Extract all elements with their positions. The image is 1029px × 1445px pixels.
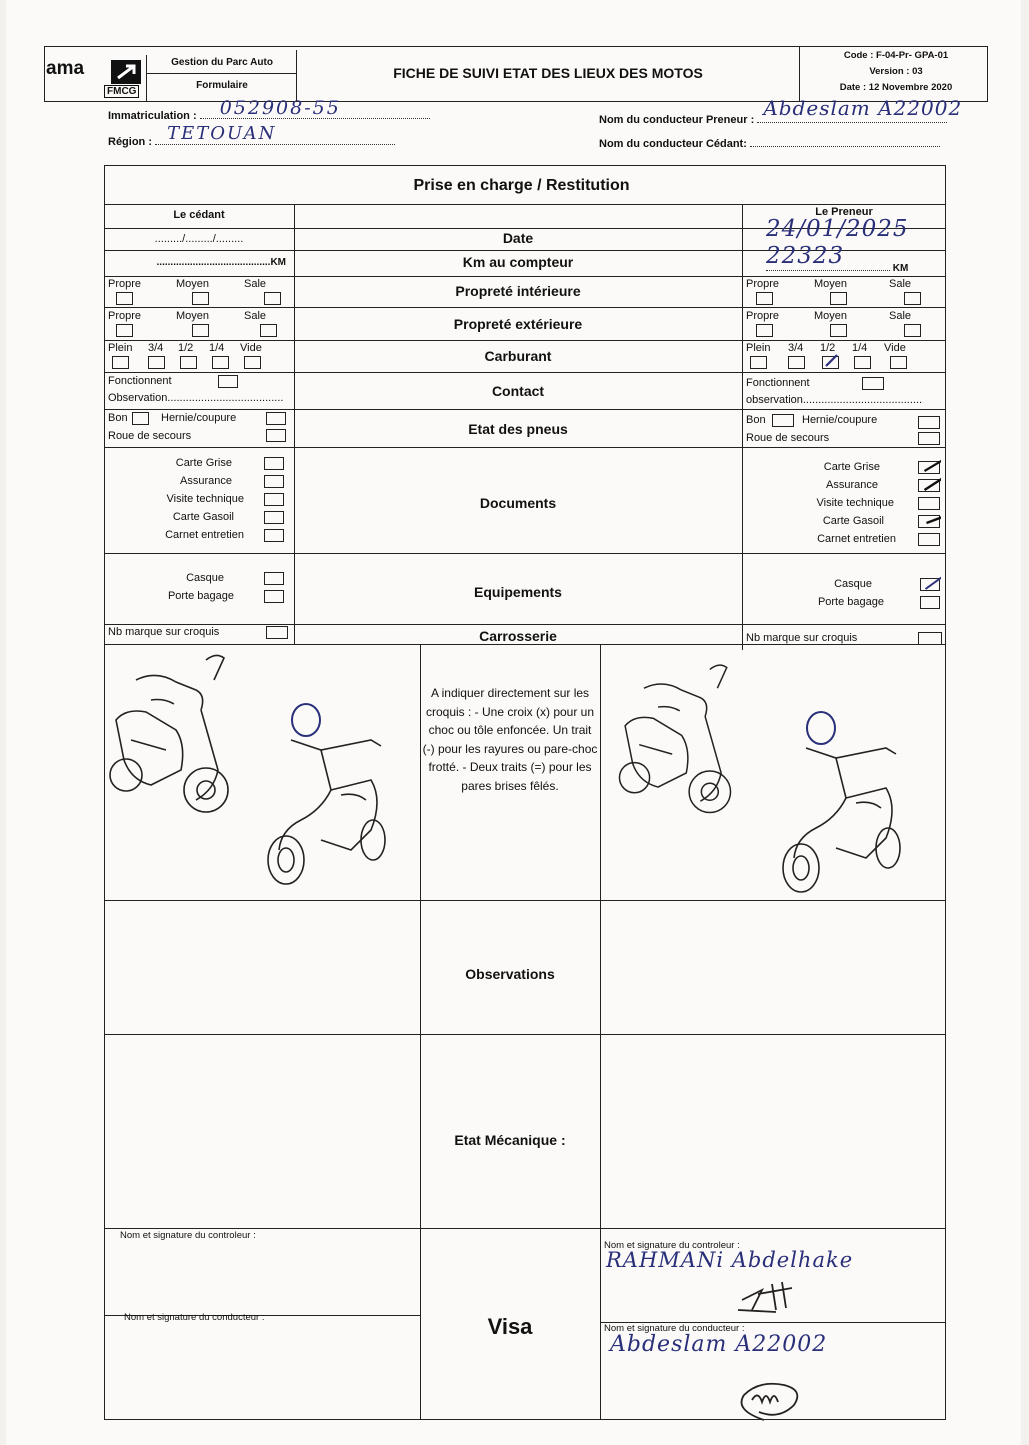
- equip-left: [106, 570, 292, 614]
- hernie-right: Hernie/coupure: [802, 414, 878, 426]
- form-title: FICHE DE SUIVI ETAT DES LIEUX DES MOTOS: [393, 65, 703, 81]
- carrosserie-label: Carrosserie: [479, 628, 557, 644]
- fuel-34-right-checkbox[interactable]: [788, 356, 805, 369]
- opt-3-4: 3/4: [148, 342, 164, 354]
- opt-moyen: Moyen: [814, 310, 848, 322]
- logo-sub: FMCG: [104, 85, 139, 98]
- km-right[interactable]: 22323: [766, 243, 845, 269]
- ext-propre-right-checkbox[interactable]: [756, 324, 773, 337]
- preneur-row: [599, 96, 963, 126]
- conducteur-name[interactable]: Abdeslam A22002: [610, 1332, 828, 1357]
- scooter-front-sketch-right: [776, 708, 906, 898]
- opt-1-4: 1/4: [209, 342, 225, 354]
- opt-propre: Propre: [746, 278, 780, 290]
- observation-left[interactable]: Observation......................................: [108, 392, 284, 404]
- scooter-side-sketch-right: [611, 660, 771, 820]
- documents-right: [744, 459, 944, 553]
- fonctionnement-right: Fonctionnent: [746, 377, 810, 389]
- equip-label: Porte bagage: [167, 590, 234, 603]
- doc-label: Carte Gasoil: [172, 511, 234, 524]
- nb-marque-right: [746, 632, 944, 644]
- opt-3-4: 3/4: [788, 342, 804, 354]
- immat-value[interactable]: 052908-55: [219, 97, 341, 119]
- check-mark-icon: [825, 354, 838, 368]
- check-mark-icon: [921, 513, 941, 527]
- fonctionnement-right-checkbox[interactable]: [862, 377, 884, 390]
- doc-label: Carte Grise: [175, 457, 232, 470]
- observations-label: Observations: [465, 966, 555, 982]
- equip-item: [818, 596, 940, 609]
- roue-left: Roue de secours: [108, 430, 192, 442]
- sig-conducteur-left[interactable]: Nom et signature du conducteur :: [124, 1312, 265, 1323]
- int-label: Propreté intérieure: [455, 283, 581, 299]
- mecanique-label: Etat Mécanique :: [454, 1132, 566, 1148]
- contact-right: [744, 374, 944, 408]
- doc-item: [176, 457, 284, 470]
- int-propre-right-checkbox[interactable]: [756, 292, 773, 305]
- fuel-options-right: [744, 342, 944, 370]
- right-head: Le Preneur: [815, 206, 873, 218]
- bon-left: Bon: [108, 412, 128, 424]
- opt-1-2: 1/2: [820, 342, 836, 354]
- fonctionnement-left: Fonctionnent: [108, 375, 172, 387]
- date-right[interactable]: 24/01/2025: [766, 216, 909, 242]
- equip-label: Casque: [186, 572, 224, 585]
- form-sheet: [6, 0, 1021, 1445]
- fuel-label: Carburant: [484, 348, 552, 364]
- pneus-label: Etat des pneus: [468, 421, 568, 437]
- ext-moyen-right-checkbox[interactable]: [830, 324, 847, 337]
- nb-marque-left-checkbox[interactable]: [266, 626, 288, 639]
- doc-item: [180, 475, 284, 488]
- bon-right: Bon: [746, 414, 766, 426]
- region-value[interactable]: TETOUAN: [167, 123, 277, 144]
- observations-right-field[interactable]: [602, 902, 944, 1032]
- header-dept: Gestion du Parc Auto: [171, 57, 273, 68]
- doc-item: [826, 479, 940, 492]
- preneur-label: Nom du conducteur Preneur :: [599, 114, 755, 126]
- doc-item: [817, 497, 940, 510]
- doc-left-checkbox[interactable]: [264, 511, 284, 524]
- header-code: Code : F-04-Pr- GPA-01: [843, 50, 949, 61]
- doc-left-checkbox[interactable]: [264, 475, 284, 488]
- check-mark-icon: [921, 459, 941, 473]
- company-logo: [46, 58, 146, 100]
- equip-item: [168, 590, 284, 603]
- opt-propre: Propre: [108, 310, 142, 322]
- ext-propre-left-checkbox[interactable]: [116, 324, 133, 337]
- opt-1-2: 1/2: [178, 342, 194, 354]
- nb-marque-right-checkbox[interactable]: [918, 632, 942, 645]
- opt-sale: Sale: [889, 310, 912, 322]
- equip-item: [834, 578, 940, 591]
- pneus-left: [106, 411, 292, 445]
- doc-right-checkbox[interactable]: [918, 461, 940, 474]
- ext-sale-right-checkbox[interactable]: [904, 324, 921, 337]
- doc-label: Carte Grise: [823, 461, 880, 474]
- doc-label: Visite technique: [816, 497, 894, 510]
- int-sale-right-checkbox[interactable]: [904, 292, 921, 305]
- check-mark-icon: [921, 477, 941, 491]
- doc-right-checkbox[interactable]: [918, 479, 940, 492]
- mecanique-right-field[interactable]: [602, 1036, 944, 1226]
- ext-options-right: [744, 310, 944, 338]
- opt-sale: Sale: [244, 278, 267, 290]
- header-version: Version : 03: [869, 66, 923, 77]
- int-options-left: [106, 278, 292, 306]
- opt-sale: Sale: [244, 310, 267, 322]
- fuel-12-right-checkbox[interactable]: [822, 356, 839, 369]
- visa-label: Visa: [487, 1314, 533, 1339]
- equip-label: Casque: [834, 578, 872, 591]
- scooter-side-sketch-left: [106, 650, 266, 820]
- fuel-14-left-checkbox[interactable]: [212, 356, 229, 369]
- opt-moyen: Moyen: [176, 310, 210, 322]
- logo-text: ama: [46, 58, 85, 79]
- km-label: Km au compteur: [462, 254, 574, 270]
- equip-label: Porte bagage: [817, 596, 884, 609]
- doc-item: [173, 511, 284, 524]
- opt-vide: Vide: [884, 342, 906, 354]
- opt-sale: Sale: [889, 278, 912, 290]
- doc-label: Visite technique: [166, 493, 244, 506]
- opt-1-4: 1/4: [852, 342, 868, 354]
- fuel-34-left-checkbox[interactable]: [148, 356, 165, 369]
- table-title: Prise en charge / Restitution: [413, 177, 630, 194]
- doc-label: Assurance: [180, 475, 232, 488]
- int-propre-left-checkbox[interactable]: [116, 292, 133, 305]
- equip-right: [744, 576, 944, 620]
- mecanique-left-field[interactable]: [106, 1036, 418, 1226]
- int-options-right: [744, 278, 944, 306]
- header-date: Date : 12 Novembre 2020: [839, 82, 953, 93]
- observations-left-field[interactable]: [106, 902, 418, 1032]
- doc-label: Carnet entretien: [817, 533, 896, 546]
- equip-right-checkbox[interactable]: [920, 596, 940, 609]
- roue-right: Roue de secours: [746, 432, 830, 444]
- bon-left-checkbox[interactable]: [132, 412, 149, 425]
- opt-vide: Vide: [240, 342, 262, 354]
- equip-item: [186, 572, 284, 585]
- km-right-row: [766, 243, 909, 274]
- fuel-12-left-checkbox[interactable]: [180, 356, 197, 369]
- documents-label: Documents: [479, 495, 557, 511]
- croquis-instructions: A indiquer directement sur les croquis : - Une croix (x) pour un choc ou tôle enfoncée. Un trait (-) pour les rayures ou pare-choc frotté. - Deux traits (=) pour les pares brises fêlés.: [422, 686, 598, 793]
- fuel-14-right-checkbox[interactable]: [854, 356, 871, 369]
- doc-right-checkbox[interactable]: [918, 533, 940, 546]
- hernie-right-checkbox[interactable]: [918, 416, 940, 429]
- contact-left: [106, 374, 292, 408]
- doc-item: [824, 461, 940, 474]
- int-moyen-left-checkbox[interactable]: [192, 292, 209, 305]
- check-mark-icon: [923, 576, 941, 590]
- preneur-value[interactable]: Abdeslam A22002: [763, 96, 963, 120]
- date-left[interactable]: ........./........./.........: [154, 233, 244, 245]
- doc-label: Carte Gasoil: [822, 515, 884, 528]
- doc-item: [823, 515, 940, 528]
- roue-left-checkbox[interactable]: [266, 429, 286, 442]
- doc-item: [167, 493, 284, 506]
- left-head: Le cédant: [173, 209, 225, 221]
- nb-marque-left: [108, 626, 292, 638]
- fuel-plein-left-checkbox[interactable]: [112, 356, 129, 369]
- km-unit: KM: [892, 263, 909, 274]
- ext-moyen-left-checkbox[interactable]: [192, 324, 209, 337]
- doc-left-checkbox[interactable]: [264, 493, 284, 506]
- contact-label: Contact: [491, 383, 545, 399]
- nb-marque-label: Nb marque sur croquis: [108, 626, 220, 638]
- controleur-name[interactable]: RAHMANi Abdelhake: [606, 1248, 854, 1272]
- opt-propre: Propre: [746, 310, 780, 322]
- doc-left-checkbox[interactable]: [264, 529, 284, 542]
- fonctionnement-left-checkbox[interactable]: [218, 375, 238, 388]
- region-row: [108, 123, 395, 148]
- fuel-vide-right-checkbox[interactable]: [890, 356, 907, 369]
- int-moyen-right-checkbox[interactable]: [830, 292, 847, 305]
- opt-propre: Propre: [108, 278, 142, 290]
- ext-label: Propreté extérieure: [453, 316, 583, 332]
- hernie-left-checkbox[interactable]: [266, 412, 286, 425]
- equip-label: Equipements: [474, 584, 562, 600]
- sig-conducteur-right[interactable]: Nom et signature du conducteur :: [604, 1323, 745, 1334]
- doc-right-checkbox[interactable]: [918, 515, 940, 528]
- header-form-type: Formulaire: [196, 80, 248, 91]
- scooter-front-sketch-left: [261, 700, 391, 890]
- fuel-plein-right-checkbox[interactable]: [750, 356, 767, 369]
- opt-moyen: Moyen: [814, 278, 848, 290]
- cedant-label: Nom du conducteur Cédant:: [599, 138, 747, 150]
- date-label: Date: [502, 230, 534, 246]
- ext-options-left: [106, 310, 292, 338]
- doc-label: Assurance: [826, 479, 878, 492]
- ext-sale-left-checkbox[interactable]: [260, 324, 277, 337]
- opt-plein: Plein: [108, 342, 133, 354]
- doc-item: [165, 529, 284, 542]
- equip-left-checkbox[interactable]: [264, 572, 284, 585]
- documents-left: [106, 455, 292, 549]
- cedant-row: [599, 134, 940, 150]
- observation-right[interactable]: observation.......................................: [746, 394, 923, 406]
- opt-moyen: Moyen: [176, 278, 210, 290]
- doc-right-checkbox[interactable]: [918, 497, 940, 510]
- conducteur-signature: [724, 1360, 814, 1430]
- fuel-options-left: [106, 342, 292, 370]
- hernie-left: Hernie/coupure: [161, 412, 237, 424]
- sig-controleur-right[interactable]: Nom et signature du controleur :: [604, 1240, 740, 1251]
- immat-label: Immatriculation :: [108, 110, 197, 122]
- opt-plein: Plein: [746, 342, 771, 354]
- fuel-vide-left-checkbox[interactable]: [244, 356, 261, 369]
- doc-item: [817, 533, 940, 546]
- sig-controleur-left[interactable]: Nom et signature du controleur :: [120, 1230, 256, 1241]
- region-label: Région :: [108, 136, 152, 148]
- bon-right-checkbox[interactable]: [772, 414, 794, 427]
- nb-marque-label: Nb marque sur croquis: [746, 632, 858, 644]
- doc-left-checkbox[interactable]: [264, 457, 284, 470]
- immat-row: [108, 97, 430, 122]
- doc-label: Carnet entretien: [165, 529, 244, 542]
- roue-right-checkbox[interactable]: [918, 432, 940, 445]
- km-left[interactable]: .........................................KM: [156, 257, 286, 268]
- equip-right-checkbox[interactable]: [920, 578, 940, 591]
- int-sale-left-checkbox[interactable]: [264, 292, 281, 305]
- pneus-right: [744, 411, 944, 445]
- equip-left-checkbox[interactable]: [264, 590, 284, 603]
- controleur-signature: [732, 1280, 812, 1316]
